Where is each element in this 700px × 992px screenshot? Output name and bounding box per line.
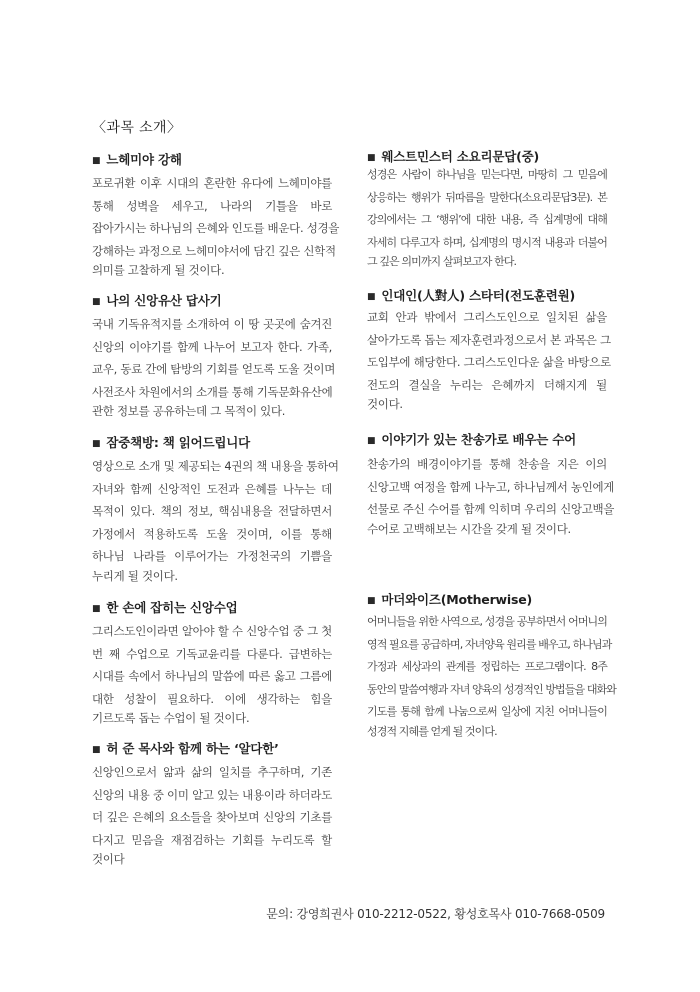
- description-line: 영적 필요를 공급하며, 자녀양육 원리를 배우고, 하나님과: [367, 637, 612, 651]
- description-line: 가정에서 적용하도록 도울 것이며, 이를 통해: [92, 526, 332, 541]
- course-description: [367, 164, 607, 274]
- description-line: 자녀와 함께 신앙적인 도전과 은혜를 나누는 데: [92, 481, 332, 496]
- course-title: 허 준 목사와 함께 하는 ‘알다한’: [106, 741, 279, 756]
- description-line: 포로귀환 이후 시대의 혼란한 유다에 느헤미야를: [92, 176, 332, 190]
- course-section: [367, 148, 607, 274]
- description-line: 어머니들을 위한 사역으로, 성경을 공부하면서 어머니의: [367, 615, 607, 628]
- description-line: 교회 안과 밖에서 그리스도인으로 일치된 삶을: [367, 310, 607, 324]
- course-section: [92, 434, 339, 587]
- course-title: 한 손에 잡히는 신앙수업: [106, 600, 238, 615]
- description-line: 더 깊은 은혜의 요소들을 찾아보며 신앙의 기초를: [92, 810, 332, 824]
- description-line: 성경은 사람이 하나님을 믿는다면, 마땅히 그 믿음에: [367, 168, 607, 181]
- course-heading: [92, 434, 332, 452]
- description-line: 하나님 나라를 이루어가는 가정천국의 기쁨을: [92, 549, 332, 563]
- course-description: [367, 611, 617, 743]
- square-bullet-icon: ■: [367, 153, 376, 163]
- square-bullet-icon: ■: [367, 596, 376, 606]
- course-description: [367, 453, 615, 540]
- course-title: 웨스트민스터 소요리문답(중): [381, 149, 539, 164]
- course-title: 잠중책방: 책 읽어드립니다: [106, 435, 251, 450]
- description-line: 그 깊은 의미까지 살펴보고자 한다.: [367, 255, 517, 268]
- course-heading: [367, 287, 607, 305]
- course-section: [367, 591, 617, 743]
- description-line: 기도를 통해 함께 나눔으로써 일상에 지친 어머니들이: [367, 705, 607, 718]
- description-line: 기르도록 돕는 수업이 될 것이다.: [92, 711, 250, 725]
- course-heading: [92, 740, 332, 758]
- description-line: 강의에서는 그 ‘행위’에 대한 내용, 즉 십계명에 대해: [367, 213, 607, 226]
- description-line: 목적이 있다. 책의 정보, 핵심내용을 전달하면서: [92, 504, 332, 518]
- description-line: 의미를 고찰하게 될 것이다.: [92, 263, 225, 277]
- description-line: 그리스도인이라면 알아야 할 수 신앙수업 중 그 첫: [92, 624, 332, 638]
- description-line: 사전조사 차원에서의 소개를 통해 기독문화유산에: [92, 384, 333, 399]
- description-line: 관한 정보를 공유하는데 그 목적이 있다.: [92, 404, 286, 418]
- course-title: 이야기가 있는 찬송가로 배우는 수어: [381, 432, 577, 447]
- description-line: 살아가도록 돕는 제자훈련과정으로서 본 과목은 그: [367, 332, 611, 347]
- description-line: 선물로 주신 수어를 함께 익히며 우리의 신앙고백을: [367, 502, 615, 516]
- square-bullet-icon: ■: [367, 436, 376, 446]
- description-line: 대한 성찰이 필요하다. 이에 생각하는 힘을: [92, 691, 332, 706]
- description-line: 다지고 믿음을 재점검하는 기회를 누리도록 할: [92, 832, 332, 847]
- description-line: 통해 성벽을 세우고, 나라의 기틀을 바로: [92, 198, 332, 213]
- course-heading: [92, 292, 332, 310]
- description-line: 가정과 세상과의 관계를 정립하는 프로그램이다. 8주: [367, 660, 607, 673]
- square-bullet-icon: ■: [92, 297, 101, 307]
- description-line: 찬송가의 배경이야기를 통해 찬송을 지은 이의: [367, 457, 607, 471]
- description-line: 자세히 다루고자 하며, 십계명의 명시적 내용과 더불어: [367, 235, 607, 249]
- course-section: [92, 292, 336, 423]
- course-heading: [92, 599, 332, 617]
- course-section: [92, 599, 332, 730]
- description-line: 것이다: [92, 852, 125, 866]
- description-line: 영상으로 소개 및 제공되는 4권의 책 내용을 통하여: [92, 459, 339, 473]
- description-line: 신앙고백 여정을 함께 나누고, 하나님께서 농인에게: [367, 479, 615, 494]
- description-line: 것이다.: [367, 397, 403, 411]
- description-line: 번 째 수업으로 기독교윤리를 다룬다. 급변하는: [92, 646, 332, 661]
- description-line: 전도의 결실을 누리는 은혜까지 더해지게 될: [367, 377, 607, 392]
- square-bullet-icon: ■: [367, 292, 376, 302]
- course-heading: [367, 431, 607, 449]
- square-bullet-icon: ■: [92, 156, 101, 166]
- course-description: [92, 172, 340, 282]
- description-line: 국내 기독유적지를 소개하여 이 땅 곳곳에 숨겨진: [92, 317, 332, 331]
- description-line: 시대를 속에서 하나님의 말씀에 따른 옳고 그름에: [92, 669, 332, 683]
- square-bullet-icon: ■: [92, 604, 101, 614]
- course-description: [92, 620, 332, 730]
- description-line: 동안의 말씀여행과 자녀 양육의 성경적인 방법들을 대화와: [367, 682, 617, 696]
- course-title: 나의 신앙유산 답사기: [106, 293, 222, 308]
- description-line: 잡아가시는 하나님의 은혜와 인도를 배운다. 성경을: [92, 221, 340, 235]
- course-description: [92, 455, 339, 587]
- description-line: 강해하는 과정으로 느헤미야서에 담긴 깊은 신학적: [92, 243, 336, 258]
- description-line: 상응하는 행위가 뒤따름을 말한다(소요리문답3문). 본: [367, 190, 607, 204]
- contact-info: 문의: 강영희권사 010-2212-0522, 황성호목사 010-7668-0509: [266, 907, 605, 921]
- course-section: [367, 431, 615, 540]
- page-title: 〈과목 소개〉: [92, 120, 182, 136]
- description-line: 누리게 될 것이다.: [92, 568, 178, 583]
- course-description: [92, 761, 332, 871]
- description-line: 교우, 동료 간에 탐방의 기회를 얻도록 도울 것이며: [92, 362, 336, 376]
- course-heading: [367, 591, 607, 609]
- description-line: 도입부에 해당한다. 그리스도인다운 삶을 바탕으로: [367, 355, 611, 369]
- course-description: [92, 313, 336, 423]
- course-title: 느헤미야 강해: [106, 152, 182, 167]
- description-line: 신앙인으로서 앎과 삶의 일치를 추구하며, 기존: [92, 765, 332, 779]
- course-section: [367, 287, 611, 416]
- course-section: [92, 740, 332, 871]
- course-heading: [92, 151, 332, 169]
- course-title: 인대인(人對人) 스타터(전도훈련원): [381, 288, 576, 303]
- square-bullet-icon: ■: [92, 439, 101, 449]
- course-description: [367, 306, 611, 416]
- square-bullet-icon: ■: [92, 745, 101, 755]
- description-line: 신앙의 내용 중 이미 알고 있는 내용이라 하더라도: [92, 787, 332, 802]
- description-line: 성경적 지혜를 얻게 될 것이다.: [367, 724, 497, 738]
- course-section: [92, 151, 340, 282]
- description-line: 수어로 고백해보는 시간을 갖게 될 것이다.: [367, 521, 571, 536]
- course-title: 마더와이즈(Motherwise): [381, 592, 533, 607]
- description-line: 신앙의 이야기를 함께 나누어 보고자 한다. 가족,: [92, 339, 332, 354]
